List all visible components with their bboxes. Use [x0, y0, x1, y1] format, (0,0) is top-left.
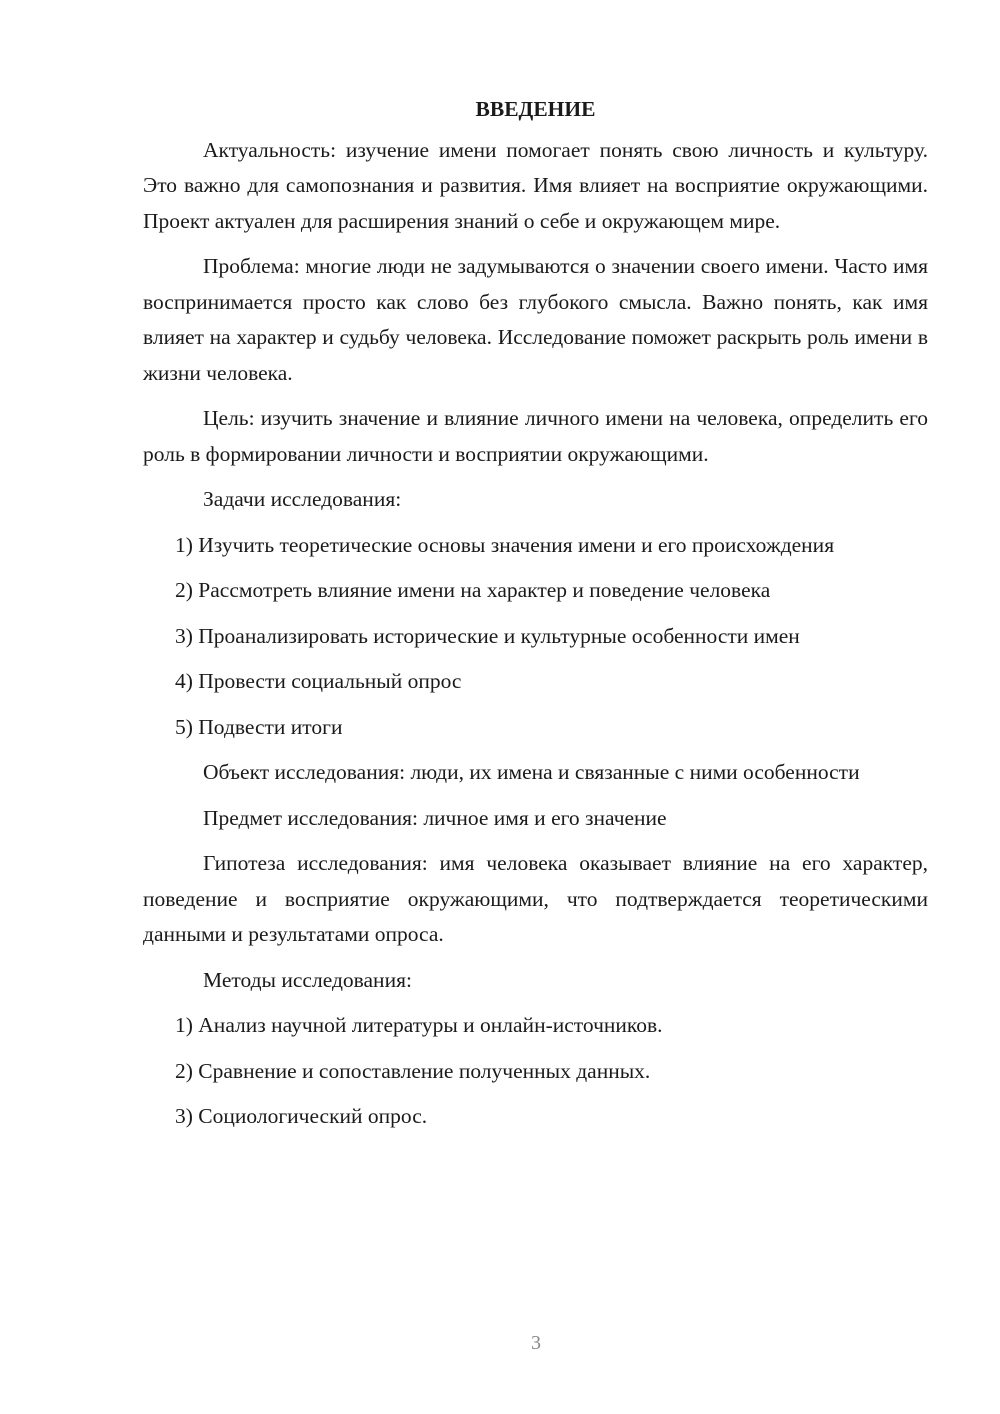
method-item-2: 2) Сравнение и сопоставление полученных данных. [175, 1058, 651, 1083]
task-item-3: 3) Проанализировать исторические и культурные особенности имен [175, 623, 800, 648]
methods-heading: Методы исследования: [203, 967, 412, 992]
task-item-4: 4) Провести социальный опрос [175, 669, 462, 693]
document-page [143, 92, 928, 1145]
section-title: ВВЕДЕНИЕ [475, 97, 596, 121]
relevance-paragraph: Актуальность: изучение имени помогает понять свою личность и культуру. Это важно для самопознания и развития. Имя влияет на восприятие окружающими. Проект актуален для расширения знаний о себе и окружающем мире. [143, 137, 928, 233]
object-paragraph: Объект исследования: люди, их имена и связанные с ними особенности [203, 760, 860, 784]
tasks-heading: Задачи исследования: [203, 487, 402, 511]
method-item-1: 1) Анализ научной литературы и онлайн-источников. [175, 1013, 663, 1037]
subject-paragraph: Предмет исследования: личное имя и его значение [203, 805, 667, 830]
task-item-5: 5) Подвести итоги [175, 714, 343, 739]
task-item-1: 1) Изучить теоретические основы значения имени и его происхождения [175, 532, 835, 557]
page-number: 3 [531, 1332, 541, 1354]
hypothesis-paragraph: Гипотеза исследования: имя человека оказывает влияние на его характер, поведение и восприятие окружающими, что подтверждается теоретическими данными и результатами опроса. [143, 851, 928, 946]
problem-paragraph: Проблема: многие люди не задумываются о значении своего имени. Часто имя воспринимается просто как слово без глубокого смысла. Важно понять, как имя влияет на характер и судьбу человека. Исследование поможет раскрыть роль имени в жизни человека. [143, 254, 928, 385]
task-item-2: 2) Рассмотреть влияние имени на характер и поведение человека [175, 578, 771, 602]
goal-paragraph: Цель: изучить значение и влияние личного имени на человека, определить его роль в формировании личности и восприятии окружающими. [143, 406, 928, 466]
method-item-3: 3) Социологический опрос. [175, 1104, 428, 1128]
